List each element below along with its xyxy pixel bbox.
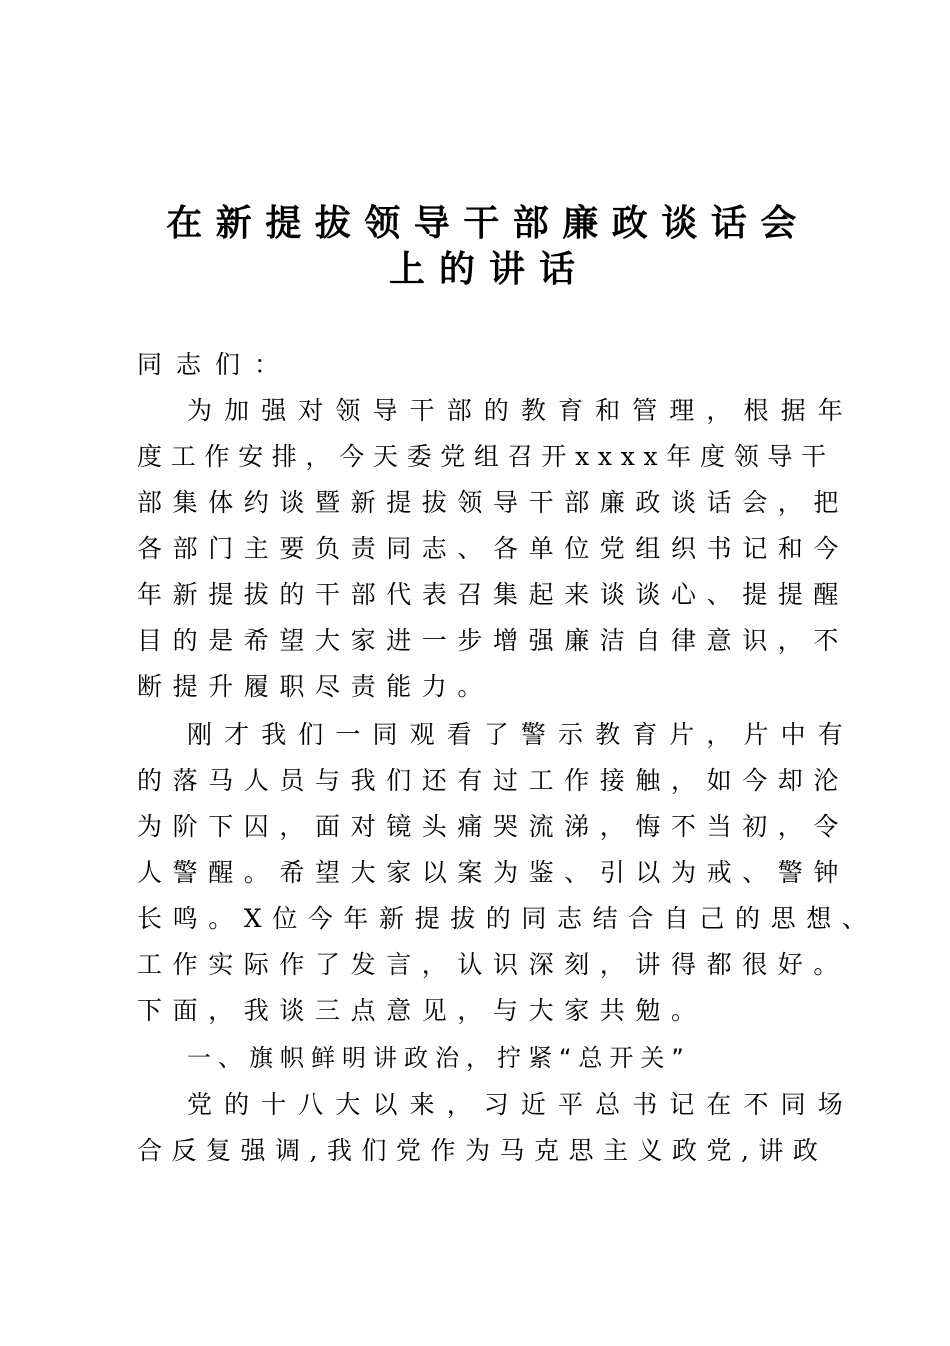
greeting: 同志们： (137, 350, 294, 379)
paragraph-1-line-2: 度工作安排，今天委党组召开xxxx年度领导干 (137, 442, 835, 471)
paragraph-2-line-7: 下面，我谈三点意见，与大家共勉。 (137, 996, 707, 1025)
paragraph-2-line-5: 长鸣。X位今年新提拔的同志结合自己的思想、 (137, 904, 878, 933)
document-title-line-1: 在新提拔领导干部廉政谈话会 (166, 203, 810, 244)
paragraph-2-line-2: 的落马人员与我们还有过工作接触，如今却沦 (137, 766, 850, 795)
paragraph-1-line-5: 年新提拔的干部代表召集起来谈谈心、提提醒 (137, 580, 850, 609)
paragraph-1-line-4: 各部门主要负责同志、各单位党组织书记和今 (137, 534, 850, 563)
document-title-line-2: 上的讲话 (388, 249, 589, 290)
paragraph-2-line-3: 为阶下囚，面对镜头痛哭流涕，悔不当初，令 (137, 812, 850, 841)
paragraph-2-line-6: 工作实际作了发言，认识深刻，讲得都很好。 (137, 950, 850, 979)
paragraph-3-line-2: 合反复强调,我们党作为马克思主义政党,讲政 (137, 1136, 828, 1165)
paragraph-1-line-7: 断提升履职尽责能力。 (137, 672, 494, 701)
paragraph-1-line-3: 部集体约谈暨新提拔领导干部廉政谈话会，把 (137, 488, 850, 517)
paragraph-1-line-6: 目的是希望大家进一步增强廉洁自律意识，不 (137, 626, 850, 655)
paragraph-1-line-1: 为加强对领导干部的教育和管理，根据年 (187, 396, 855, 425)
section-1-heading: 一、旗帜鲜明讲政治，拧紧“总开关” (187, 1044, 691, 1072)
paragraph-2-line-4: 人警醒。希望大家以案为鉴、引以为戒、警钟 (137, 858, 850, 887)
paragraph-2-line-1: 刚才我们一同观看了警示教育片，片中有 (187, 720, 855, 749)
paragraph-3-line-1: 党的十八大以来，习近平总书记在不同场 (187, 1090, 855, 1119)
